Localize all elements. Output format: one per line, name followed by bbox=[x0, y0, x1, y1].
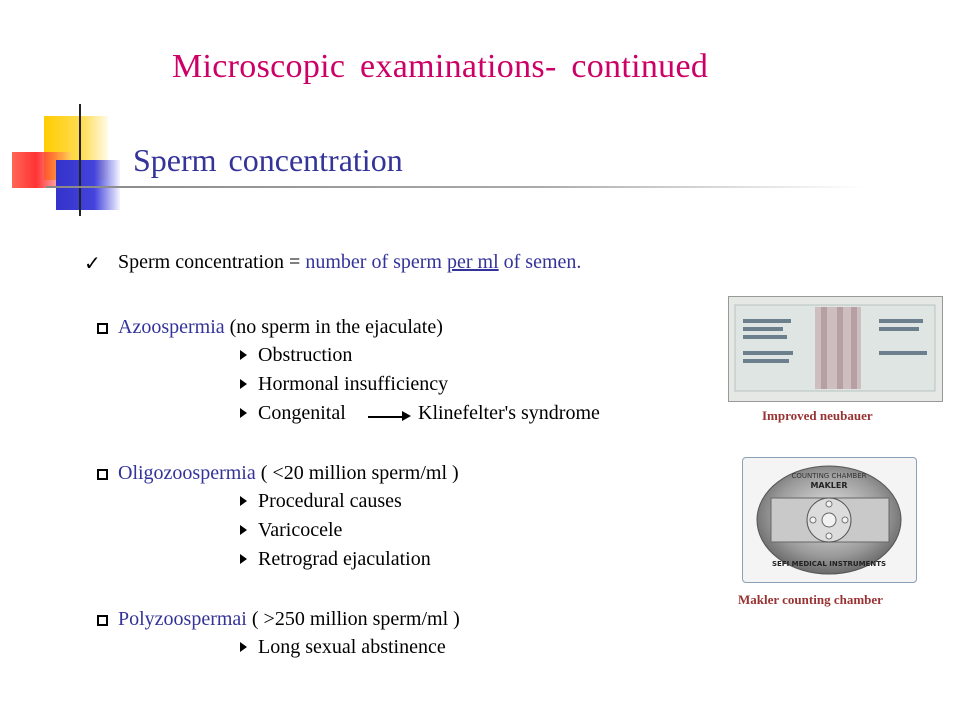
makler-label-bottom: SEFI MEDICAL INSTRUMENTS bbox=[771, 560, 887, 568]
arrow-line-icon bbox=[368, 416, 404, 418]
slide-subtitle: Sperm concentration bbox=[133, 142, 403, 178]
definition-term: Sperm concentration = bbox=[118, 251, 306, 273]
section-heading-azoospermia bbox=[118, 316, 443, 339]
list-item-target: Klinefelter's syndrome bbox=[418, 402, 600, 424]
definition-part2: of semen. bbox=[498, 251, 582, 273]
list-item: Hormonal insufficiency bbox=[258, 373, 449, 395]
decor-vertical-line bbox=[79, 104, 81, 216]
arrow-bullet-icon bbox=[240, 379, 247, 389]
section-heading-oligozoospermia bbox=[118, 462, 459, 485]
heading-rest: (no sperm in the ejaculate) bbox=[224, 316, 443, 338]
check-mark-icon: ✓ bbox=[84, 253, 101, 275]
title-divider bbox=[46, 186, 866, 188]
definition-per-ml: per ml bbox=[446, 251, 499, 273]
arrow-bullet-icon bbox=[240, 525, 247, 535]
neubauer-hemocytometer-image bbox=[728, 296, 943, 402]
definition-line bbox=[118, 251, 581, 274]
square-bullet-icon bbox=[97, 615, 108, 626]
slide-title: Microscopic examinations- continued bbox=[172, 48, 709, 85]
makler-caption: Makler counting chamber bbox=[738, 592, 883, 607]
list-item: Procedural causes bbox=[258, 490, 402, 512]
heading-term: Polyzoospermai bbox=[118, 608, 247, 630]
list-item: Congenital bbox=[258, 402, 346, 424]
square-bullet-icon bbox=[97, 323, 108, 334]
definition-part1: number of sperm bbox=[305, 251, 447, 273]
heading-term: Azoospermia bbox=[118, 316, 225, 338]
decor-blue-square bbox=[56, 160, 120, 210]
makler-label-top: COUNTING CHAMBER bbox=[791, 472, 867, 480]
arrow-bullet-icon bbox=[240, 408, 247, 418]
arrow-head-icon bbox=[402, 411, 411, 421]
list-item: Varicocele bbox=[258, 519, 343, 541]
arrow-bullet-icon bbox=[240, 350, 247, 360]
arrow-bullet-icon bbox=[240, 496, 247, 506]
heading-rest: ( <20 million sperm/ml ) bbox=[255, 462, 459, 484]
list-item: Obstruction bbox=[258, 344, 353, 366]
makler-chamber-image bbox=[742, 457, 917, 583]
heading-term: Oligozoospermia bbox=[118, 462, 256, 484]
square-bullet-icon bbox=[97, 469, 108, 480]
heading-rest: ( >250 million sperm/ml ) bbox=[246, 608, 460, 630]
makler-chamber-icon bbox=[743, 458, 916, 582]
makler-label-mid: MAKLER bbox=[810, 481, 848, 490]
neubauer-caption: Improved neubauer bbox=[762, 408, 873, 423]
section-heading-polyzoospermai bbox=[118, 608, 460, 631]
arrow-bullet-icon bbox=[240, 554, 247, 564]
list-item: Retrograd ejaculation bbox=[258, 548, 431, 570]
list-item: Long sexual abstinence bbox=[258, 636, 446, 658]
arrow-bullet-icon bbox=[240, 642, 247, 652]
hemocytometer-icon bbox=[729, 297, 942, 401]
